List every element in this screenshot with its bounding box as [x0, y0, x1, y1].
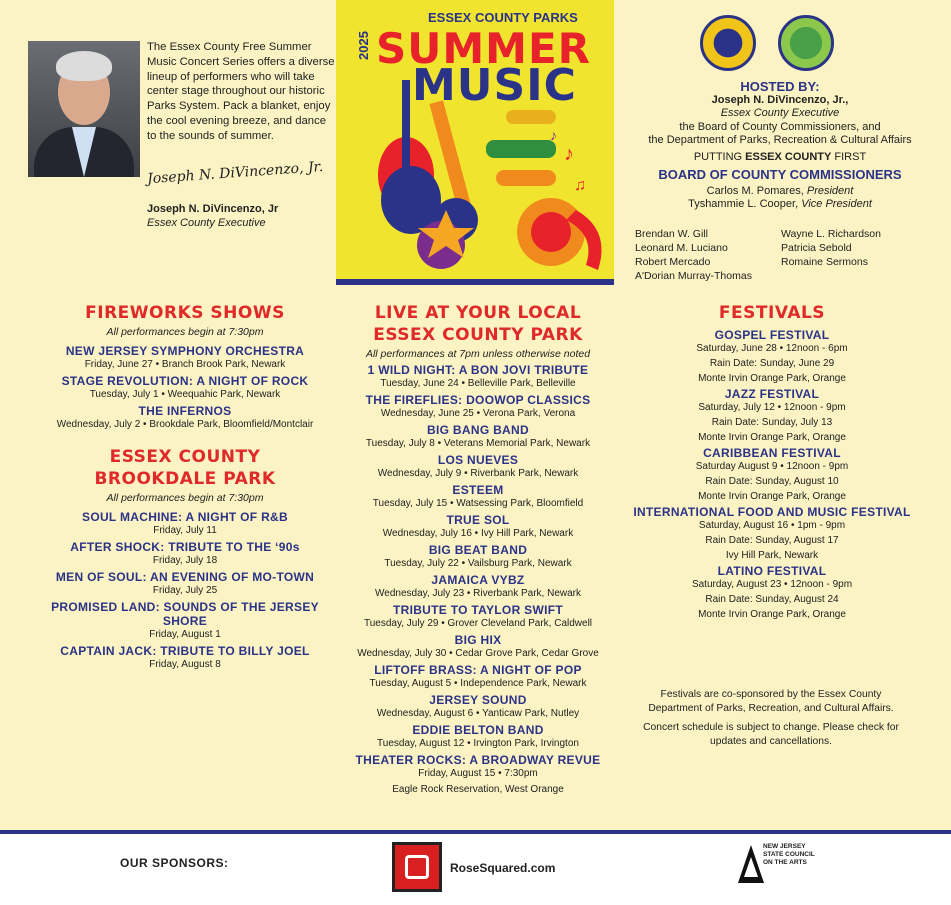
event-info: Tuesday, July 15 • Watsessing Park, Bloomfield [372, 498, 584, 509]
event-title: PROMISED LAND: SOUNDS OF THE JERSEY SHORE [51, 600, 319, 628]
event-title: BIG HIX [454, 633, 502, 647]
hosted-heading: HOSTED BY: [740, 79, 820, 94]
event-info: Friday, June 27 • Branch Brook Park, Newark [84, 359, 286, 370]
brookdale-heading-line1: ESSEX COUNTY [109, 447, 261, 467]
fireworks-list [40, 344, 330, 431]
festival-detail: Rain Date: Sunday, July 13 [711, 417, 833, 428]
event-info: Friday, July 11 [153, 525, 217, 536]
summer-music-poster [336, 0, 614, 285]
event-title: NEW JERSEY SYMPHONY ORCHESTRA [65, 344, 305, 358]
board-heading: BOARD OF COUNTY COMMISSIONERS [658, 167, 902, 182]
right-column [632, 302, 912, 623]
live-list [338, 363, 618, 796]
event-info: Eagle Rock Reservation, West Orange [392, 784, 564, 795]
festival-detail: Ivy Hill Park, Newark [725, 550, 819, 561]
event-title: 1 WILD NIGHT: A BON JOVI TRIBUTE [367, 363, 589, 377]
poster-year: 2025 [356, 31, 371, 60]
festival-detail: Monte Irvin Orange Park, Orange [698, 432, 846, 443]
event-title: BIG BANG BAND [427, 423, 529, 437]
festival-cosponsor-note: Festivals are co-sponsored by the Essex County Department of Parks, Recreation, and Cultural Affairs. [648, 689, 894, 714]
board-member: Brendan W. Gill [635, 228, 708, 240]
host-role: Essex County Executive [720, 107, 840, 119]
event-info: Friday, August 1 [149, 629, 221, 640]
event-info: Tuesday, August 12 • Irvington Park, Irvington [377, 738, 579, 749]
hosted-by-block [620, 80, 940, 212]
board-member: Wayne L. Richardson [781, 228, 881, 240]
event-title: CAPTAIN JACK: TRIBUTE TO BILLY JOEL [60, 644, 310, 658]
festival-detail: Saturday, June 28 • 12noon - 6pm [696, 343, 848, 354]
event-title: LOS NUEVES [437, 453, 519, 467]
event-title: JAZZ FESTIVAL [724, 387, 820, 401]
event-title: JERSEY SOUND [429, 693, 527, 707]
brookdale-list [40, 510, 330, 671]
svg-text:♫: ♫ [574, 177, 586, 194]
putting-first: PUTTING ESSEX COUNTY FIRST [693, 150, 867, 163]
board-members-right [781, 227, 881, 269]
executive-signature: Joseph N. DiVincenzo, Jr. [146, 158, 324, 188]
event-title: LIFTOFF BRASS: A NIGHT OF POP [374, 663, 582, 677]
live-note: All performances at 7pm unless otherwise noted [365, 348, 591, 360]
event-title: THEATER ROCKS: A BROADWAY REVUE [355, 753, 601, 767]
live-heading-line1: LIVE AT YOUR LOCAL [374, 303, 582, 323]
board-member: Patricia Sebold [781, 242, 852, 254]
event-title: AFTER SHOCK: TRIBUTE TO THE ‘90s [70, 540, 300, 554]
event-info: Tuesday, August 5 • Independence Park, Newark [369, 678, 587, 689]
event-title: THE INFERNOS [138, 404, 232, 418]
event-info: Wednesday, July 16 • Ivy Hill Park, Newark [382, 528, 574, 539]
poster-summer: SUMMER [376, 24, 591, 73]
festival-detail: Monte Irvin Orange Park, Orange [698, 373, 846, 384]
sponsors-label: OUR SPONSORS: [120, 856, 229, 870]
event-title: JAMAICA VYBZ [431, 573, 525, 587]
county-seal-logo [700, 15, 756, 71]
festival-detail: Rain Date: Sunday, June 29 [709, 358, 835, 369]
schedule-change-note: Concert schedule is subject to change. Please check for updates and cancellations. [643, 722, 899, 747]
board-president: Carlos M. Pomares, President [706, 184, 854, 197]
middle-column [338, 302, 618, 799]
festival-detail: Saturday, August 16 • 1pm - 9pm [698, 520, 846, 531]
festival-footer [636, 688, 906, 748]
festival-detail: Rain Date: Sunday, August 17 [705, 535, 839, 546]
event-info: Tuesday, July 8 • Veterans Memorial Park, Newark [365, 438, 591, 449]
event-title: BIG BEAT BAND [428, 543, 528, 557]
event-title: LATINO FESTIVAL [717, 564, 827, 578]
brookdale-note: All performances begin at 7:30pm [106, 492, 264, 504]
event-info: Friday, July 18 [152, 555, 218, 566]
board-member: Leonard M. Luciano [635, 242, 728, 254]
festival-list [632, 328, 912, 621]
brookdale-heading-line2: BROOKDALE PARK [94, 469, 276, 489]
event-title: TRUE SOL [446, 513, 510, 527]
event-info: Tuesday, July 1 • Weequahic Park, Newark [89, 389, 281, 400]
event-info: Tuesday, July 29 • Grover Cleveland Park, Caldwell [363, 618, 593, 629]
host-name: Joseph N. DiVincenzo, Jr., [711, 93, 849, 106]
live-heading-line2: ESSEX COUNTY PARK [373, 325, 583, 345]
event-info: Friday, August 8 [149, 659, 221, 670]
event-title: SOUL MACHINE: A NIGHT OF R&B [82, 510, 288, 524]
event-info: Wednesday, August 6 • Yanticaw Park, Nutley [376, 708, 580, 719]
board-member: Robert Mercado [635, 256, 711, 268]
festival-detail: Monte Irvin Orange Park, Orange [698, 609, 846, 620]
arts-council-name: NEW JERSEY STATE COUNCIL ON THE ARTS [763, 843, 815, 866]
executive-title: Essex County Executive [147, 217, 266, 229]
arts-council-logo [736, 843, 766, 885]
festival-detail: Saturday, July 12 • 12noon - 9pm [698, 402, 846, 413]
svg-text:♪: ♪ [564, 143, 574, 165]
festival-detail: Saturday August 9 • 12noon - 9pm [695, 461, 849, 472]
event-info: Friday, July 25 [152, 585, 218, 596]
board-member: A'Dorian Murray-Thomas [635, 270, 752, 282]
board-members-left [635, 227, 752, 283]
fireworks-heading: FIREWORKS SHOWS [85, 303, 285, 323]
event-info: Wednesday, July 9 • Riverbank Park, Newark [377, 468, 579, 479]
poster-org: ESSEX COUNTY PARKS [428, 10, 578, 25]
board-member: Romaine Sermons [781, 256, 868, 268]
festival-detail: Monte Irvin Orange Park, Orange [698, 491, 846, 502]
executive-name: Joseph N. DiVincenzo, Jr [147, 203, 279, 215]
intro-paragraph: The Essex County Free Summer Music Concert Series offers a diverse lineup of performers who will take center stage throughout our historic Parks System. Pack a blanket, enjoy the cool evening breeze, and dance to the sounds of summer. [147, 41, 335, 142]
parks-seal-logo [778, 15, 834, 71]
board-vice-president: Tyshammie L. Cooper, Vice President [688, 198, 872, 210]
event-title: GOSPEL FESTIVAL [714, 328, 830, 342]
event-info: Wednesday, July 23 • Riverbank Park, Newark [375, 588, 581, 599]
event-title: ESTEEM [452, 483, 504, 497]
event-info: Friday, August 15 • 7:30pm [418, 768, 538, 779]
event-info: Tuesday, July 22 • Vailsburg Park, Newark [384, 558, 572, 569]
festival-detail: Rain Date: Sunday, August 24 [705, 594, 839, 605]
host-line1: the Board of County Commissioners, and [679, 120, 881, 133]
event-title: TRIBUTE TO TAYLOR SWIFT [392, 603, 563, 617]
event-title: CARIBBEAN FESTIVAL [703, 446, 841, 460]
poster-music: MUSIC [412, 60, 577, 111]
left-column [40, 302, 330, 674]
svg-text:♪: ♪ [550, 127, 557, 143]
event-title: MEN OF SOUL: AN EVENING OF MO-TOWN [55, 570, 315, 584]
fireworks-note: All performances begin at 7:30pm [106, 326, 264, 338]
festival-detail: Rain Date: Sunday, August 10 [705, 476, 839, 487]
executive-photo [28, 41, 140, 177]
rose-squared-logo [392, 842, 442, 892]
host-line2: the Department of Parks, Recreation & Cultural Affairs [648, 134, 912, 146]
festival-detail: Saturday, August 23 • 12noon - 9pm [691, 579, 853, 590]
event-title: EDDIE BELTON BAND [412, 723, 544, 737]
rose-squared-link[interactable]: RoseSquared.com [450, 861, 556, 875]
event-info: Tuesday, June 24 • Belleville Park, Belleville [380, 378, 576, 389]
event-info: Wednesday, July 2 • Brookdale Park, Bloomfield/Montclair [56, 419, 314, 430]
event-info: Wednesday, July 30 • Cedar Grove Park, Cedar Grove [357, 648, 599, 659]
event-title: INTERNATIONAL FOOD AND MUSIC FESTIVAL [633, 505, 911, 519]
event-title: THE FIREFLIES: DOOWOP CLASSICS [365, 393, 591, 407]
event-title: STAGE REVOLUTION: A NIGHT OF ROCK [61, 374, 309, 388]
festivals-heading: FESTIVALS [718, 303, 826, 323]
event-info: Wednesday, June 25 • Verona Park, Verona [380, 408, 576, 419]
